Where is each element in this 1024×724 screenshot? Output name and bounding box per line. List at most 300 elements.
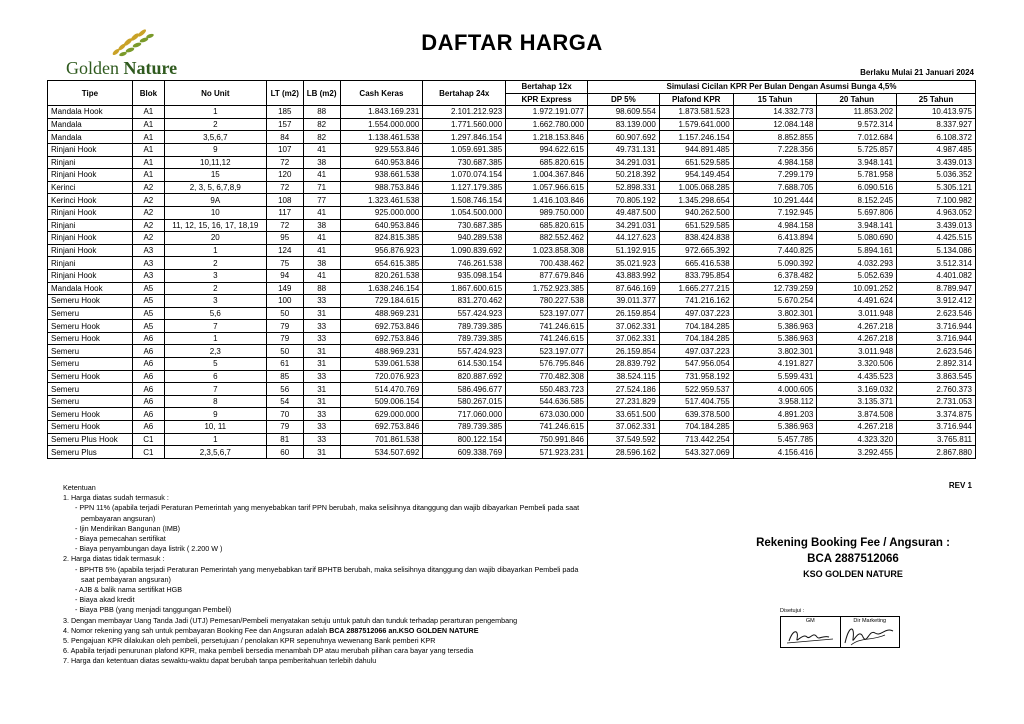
cell-tipe: Semeru Hook: [48, 295, 133, 308]
term-1c: - Biaya pemecahan sertifikat: [75, 534, 166, 544]
cell-dp: 70.805.192: [587, 194, 659, 207]
cell-kpr-express: 750.991.846: [506, 433, 588, 446]
cell-cicilan-25: 3.439.013: [897, 156, 976, 169]
cell-dp: 52.898.331: [587, 181, 659, 194]
term-1b: - Ijin Mendirikan Bangunan (IMB): [75, 523, 181, 533]
revision-label: REV 1: [948, 481, 972, 490]
cell-cash-keras: 925.000.000: [340, 206, 423, 219]
cell-cicilan-25: 5.305.121: [897, 181, 976, 194]
cell-lt: 81: [266, 433, 303, 446]
cell-lb: 41: [303, 232, 340, 245]
cell-cash-keras: 938.661.538: [340, 169, 423, 182]
signature-boxes: [780, 616, 900, 648]
cell-cicilan-25: 2.760.373: [897, 383, 976, 396]
signature-box-dir-marketing: [841, 617, 900, 647]
cell-kpr-express: 673.030.000: [506, 408, 588, 421]
cell-dp: 28.839.792: [587, 358, 659, 371]
cell-cash-keras: 729.184.615: [340, 295, 423, 308]
cell-cicilan-25: 7.100.982: [897, 194, 976, 207]
cell-bertahap-24x: 1.090.839.692: [423, 244, 506, 257]
cell-dp: 37.062.331: [587, 332, 659, 345]
cell-blok: A1: [132, 118, 164, 131]
cell-plafond: 838.424.838: [659, 232, 733, 245]
cell-no-unit: 1: [164, 433, 266, 446]
cell-lt: 56: [266, 383, 303, 396]
cell-cash-keras: 701.861.538: [340, 433, 423, 446]
cell-kpr-express: 780.227.538: [506, 295, 588, 308]
approval-label: Disetujui :: [780, 608, 805, 614]
cell-tipe: Rinjani: [48, 257, 133, 270]
cell-blok: A3: [132, 257, 164, 270]
cell-plafond: 1.345.298.654: [659, 194, 733, 207]
table-row: [48, 269, 976, 282]
cell-kpr-express: 741.246.615: [506, 421, 588, 434]
cell-dp: 35.021.923: [587, 257, 659, 270]
cell-bertahap-24x: 717.060.000: [423, 408, 506, 421]
cell-bertahap-24x: 1.127.179.385: [423, 181, 506, 194]
cell-tipe: Semeru Hook: [48, 370, 133, 383]
cell-no-unit: 2,3,5,6,7: [164, 446, 266, 459]
header-lb: LB (m2): [303, 81, 340, 106]
cell-lb: 33: [303, 408, 340, 421]
cell-cicilan-25: 5.036.352: [897, 169, 976, 182]
cell-no-unit: 15: [164, 169, 266, 182]
cell-cicilan-25: 2.623.546: [897, 307, 976, 320]
handwritten-signature-gm: [783, 625, 841, 647]
cell-cash-keras: 1.638.246.154: [340, 282, 423, 295]
term-1a-cont: pembayaran angsuran): [81, 513, 156, 523]
cell-tipe: Rinjani Hook: [48, 206, 133, 219]
cell-blok: A5: [132, 295, 164, 308]
cell-tipe: Semeru: [48, 383, 133, 396]
cell-kpr-express: 1.662.780.000: [506, 118, 588, 131]
cell-cicilan-15: 5.670.254: [733, 295, 817, 308]
cell-plafond: 704.184.285: [659, 332, 733, 345]
cell-bertahap-24x: 557.424.923: [423, 345, 506, 358]
cell-cicilan-15: 7.228.356: [733, 143, 817, 156]
term-2: 2. Harga diatas tidak termasuk :: [63, 554, 165, 564]
cell-no-unit: 10: [164, 206, 266, 219]
cell-no-unit: 9: [164, 408, 266, 421]
cell-bertahap-24x: 1.867.600.615: [423, 282, 506, 295]
cell-cicilan-20: 8.152.245: [817, 194, 897, 207]
table-row: [48, 358, 976, 371]
cell-lb: 41: [303, 206, 340, 219]
cell-plafond: 741.216.162: [659, 295, 733, 308]
cell-no-unit: 2: [164, 282, 266, 295]
table-row: [48, 282, 976, 295]
cell-bertahap-24x: 746.261.538: [423, 257, 506, 270]
term-2d: - Biaya PBB (yang menjadi tanggungan Pembeli): [75, 605, 232, 615]
cell-cicilan-20: 5.725.857: [817, 143, 897, 156]
cell-lb: 88: [303, 106, 340, 119]
signature-box-gm-label: GM: [805, 618, 815, 624]
cell-lb: 33: [303, 320, 340, 333]
cell-lt: 79: [266, 320, 303, 333]
cell-lb: 33: [303, 332, 340, 345]
cell-cicilan-20: 4.267.218: [817, 421, 897, 434]
cell-cicilan-20: 5.052.639: [817, 269, 897, 282]
cell-cicilan-20: 9.572.314: [817, 118, 897, 131]
cell-blok: A1: [132, 143, 164, 156]
cell-lt: 120: [266, 169, 303, 182]
cell-blok: A6: [132, 395, 164, 408]
cell-cash-keras: 509.006.154: [340, 395, 423, 408]
cell-cicilan-20: 4.435.523: [817, 370, 897, 383]
cell-lb: 82: [303, 118, 340, 131]
cell-lt: 94: [266, 269, 303, 282]
cell-kpr-express: 1.972.191.077: [506, 106, 588, 119]
cell-plafond: 833.795.854: [659, 269, 733, 282]
cell-no-unit: 7: [164, 320, 266, 333]
term-7: 7. Harga dan ketentuan diatas sewaktu-waktu dapat berubah tanpa pemberitahuan terlebih dahulu: [63, 656, 377, 666]
cell-dp: 34.291.031: [587, 219, 659, 232]
cell-cicilan-20: 3.874.508: [817, 408, 897, 421]
header-bertahap-24x: Bertahap 24x: [423, 81, 506, 106]
cell-lt: 61: [266, 358, 303, 371]
cell-cicilan-20: 3.135.371: [817, 395, 897, 408]
cell-blok: A6: [132, 358, 164, 371]
cell-bertahap-24x: 1.508.746.154: [423, 194, 506, 207]
cell-lt: 79: [266, 332, 303, 345]
cell-cash-keras: 820.261.538: [340, 269, 423, 282]
cell-tipe: Semeru Hook: [48, 320, 133, 333]
cell-no-unit: 2, 3, 5, 6,7,8,9: [164, 181, 266, 194]
terms-section: [63, 483, 703, 667]
cell-cash-keras: 640.953.846: [340, 219, 423, 232]
cell-cicilan-20: 5.781.958: [817, 169, 897, 182]
cell-no-unit: 9: [164, 143, 266, 156]
cell-bertahap-24x: 609.338.769: [423, 446, 506, 459]
cell-tipe: Rinjani Hook: [48, 232, 133, 245]
cell-no-unit: 11, 12, 15, 16, 17, 18,19: [164, 219, 266, 232]
cell-plafond: 639.378.500: [659, 408, 733, 421]
cell-lb: 31: [303, 345, 340, 358]
cell-plafond: 954.149.454: [659, 169, 733, 182]
cell-dp: 49.731.131: [587, 143, 659, 156]
term-4-account: BCA 2887512066 an.KSO GOLDEN NATURE: [329, 625, 479, 635]
cell-cicilan-15: 3.802.301: [733, 307, 817, 320]
cell-cicilan-15: 7.440.825: [733, 244, 817, 257]
cell-dp: 98.609.554: [587, 106, 659, 119]
cell-kpr-express: 685.820.615: [506, 156, 588, 169]
cell-bertahap-24x: 730.687.385: [423, 219, 506, 232]
cell-lb: 41: [303, 169, 340, 182]
cell-kpr-express: 685.820.615: [506, 219, 588, 232]
cell-plafond: 651.529.585: [659, 219, 733, 232]
cell-tipe: Rinjani Hook: [48, 169, 133, 182]
cell-blok: A5: [132, 320, 164, 333]
cell-cicilan-15: 5.457.785: [733, 433, 817, 446]
cell-dp: 26.159.854: [587, 307, 659, 320]
cell-cicilan-15: 4.156.416: [733, 446, 817, 459]
cell-blok: A6: [132, 345, 164, 358]
cell-bertahap-24x: 1.771.560.000: [423, 118, 506, 131]
cell-bertahap-24x: 831.270.462: [423, 295, 506, 308]
cell-cicilan-15: 8.852.855: [733, 131, 817, 144]
cell-cicilan-15: 5.386.963: [733, 421, 817, 434]
cell-cicilan-15: 4.891.203: [733, 408, 817, 421]
table-row: [48, 181, 976, 194]
header-simulasi: Simulasi Cicilan KPR Per Bulan Dengan Asumsi Bunga 4,5%: [587, 81, 975, 94]
cell-cash-keras: 824.815.385: [340, 232, 423, 245]
header-dp: DP 5%: [587, 93, 659, 106]
cell-blok: A6: [132, 332, 164, 345]
cell-blok: A2: [132, 181, 164, 194]
table-row: [48, 232, 976, 245]
cell-cicilan-25: 4.963.052: [897, 206, 976, 219]
cell-no-unit: 10,11,12: [164, 156, 266, 169]
term-5: 5. Pengajuan KPR dilakukan oleh pembeli, persetujuan / penolakan KPR sepenuhnya wewenang Bank pemberi KPR: [63, 636, 436, 646]
cell-lt: 54: [266, 395, 303, 408]
cell-no-unit: 5: [164, 358, 266, 371]
cell-cash-keras: 1.138.461.538: [340, 131, 423, 144]
cell-cicilan-25: 3.374.875: [897, 408, 976, 421]
cell-cash-keras: 929.553.846: [340, 143, 423, 156]
cell-blok: C1: [132, 433, 164, 446]
cell-plafond: 651.529.585: [659, 156, 733, 169]
cell-lt: 124: [266, 244, 303, 257]
cell-cash-keras: 1.843.169.231: [340, 106, 423, 119]
cell-lb: 88: [303, 282, 340, 295]
header-cash-keras: Cash Keras: [340, 81, 423, 106]
cell-cicilan-15: 7.688.705: [733, 181, 817, 194]
cell-dp: 87.646.169: [587, 282, 659, 295]
cell-cash-keras: 629.000.000: [340, 408, 423, 421]
cell-blok: A6: [132, 421, 164, 434]
table-row: [48, 433, 976, 446]
cell-no-unit: 2: [164, 257, 266, 270]
price-table: [47, 80, 976, 459]
cell-tipe: Semeru: [48, 358, 133, 371]
effective-date: Berlaku Mulai 21 Januari 2024: [860, 68, 974, 77]
cell-kpr-express: 994.622.615: [506, 143, 588, 156]
cell-bertahap-24x: 2.101.212.923: [423, 106, 506, 119]
cell-cash-keras: 720.076.923: [340, 370, 423, 383]
cell-tipe: Mandala Hook: [48, 282, 133, 295]
cell-lb: 31: [303, 358, 340, 371]
cell-tipe: Rinjani: [48, 156, 133, 169]
term-1a: - PPN 11% (apabila terjadi Peraturan Pemerintah yang menyebabkan tarif PPN berubah, maka selisihnya ditanggung dan wajib dibayarkan Pembeli pada saat: [75, 503, 580, 513]
cell-no-unit: 20: [164, 232, 266, 245]
cell-tipe: Rinjani: [48, 219, 133, 232]
cell-kpr-express: 1.004.367.846: [506, 169, 588, 182]
cell-kpr-express: 576.795.846: [506, 358, 588, 371]
cell-cicilan-20: 3.169.032: [817, 383, 897, 396]
cell-no-unit: 6: [164, 370, 266, 383]
cell-blok: A2: [132, 194, 164, 207]
cell-cicilan-15: 6.413.894: [733, 232, 817, 245]
cell-tipe: Semeru Hook: [48, 332, 133, 345]
table-row: [48, 370, 976, 383]
cell-blok: A6: [132, 408, 164, 421]
cell-lt: 117: [266, 206, 303, 219]
cell-cicilan-25: 8.337.927: [897, 118, 976, 131]
cell-blok: A6: [132, 383, 164, 396]
logo-wordmark: Golden Nature: [66, 58, 178, 78]
cell-plafond: 1.873.581.523: [659, 106, 733, 119]
bank-account-info: [728, 537, 978, 579]
cell-cicilan-20: 3.011.948: [817, 307, 897, 320]
cell-lb: 33: [303, 433, 340, 446]
cell-tipe: Mandala: [48, 118, 133, 131]
cell-cicilan-15: 10.291.444: [733, 194, 817, 207]
table-row: [48, 408, 976, 421]
cell-no-unit: 2: [164, 118, 266, 131]
cell-plafond: 1.579.641.000: [659, 118, 733, 131]
cell-dp: 39.011.377: [587, 295, 659, 308]
cell-no-unit: 7: [164, 383, 266, 396]
cell-plafond: 1.665.277.215: [659, 282, 733, 295]
cell-bertahap-24x: 789.739.385: [423, 320, 506, 333]
cell-bertahap-24x: 940.289.538: [423, 232, 506, 245]
cell-lb: 38: [303, 156, 340, 169]
cell-tipe: Kerinci: [48, 181, 133, 194]
cell-tipe: Semeru: [48, 395, 133, 408]
table-row: [48, 446, 976, 459]
cell-cicilan-25: 2.731.053: [897, 395, 976, 408]
cell-cicilan-20: 4.491.624: [817, 295, 897, 308]
term-1: 1. Harga diatas sudah termasuk :: [63, 493, 169, 503]
term-3: 3. Dengan membayar Uang Tanda Jadi (UTJ) Pemesan/Pembeli menyatakan setuju untuk patuh dan tunduk terhadap perarturan pengembang: [63, 615, 518, 625]
cell-bertahap-24x: 935.098.154: [423, 269, 506, 282]
cell-cicilan-15: 7.192.945: [733, 206, 817, 219]
cell-plafond: 1.157.246.154: [659, 131, 733, 144]
cell-bertahap-24x: 820.887.692: [423, 370, 506, 383]
cell-cicilan-25: 2.892.314: [897, 358, 976, 371]
cell-cicilan-15: 4.984.158: [733, 156, 817, 169]
cell-lt: 100: [266, 295, 303, 308]
cell-cicilan-15: 7.299.179: [733, 169, 817, 182]
cell-dp: 38.524.115: [587, 370, 659, 383]
cell-cicilan-15: 6.378.482: [733, 269, 817, 282]
cell-bertahap-24x: 800.122.154: [423, 433, 506, 446]
cell-cash-keras: 488.969.231: [340, 345, 423, 358]
cell-cicilan-15: 3.958.112: [733, 395, 817, 408]
cell-blok: C1: [132, 446, 164, 459]
table-row: [48, 118, 976, 131]
cell-cicilan-25: 2.867.880: [897, 446, 976, 459]
cell-kpr-express: 989.750.000: [506, 206, 588, 219]
cell-cicilan-20: 3.320.506: [817, 358, 897, 371]
cell-plafond: 522.959.537: [659, 383, 733, 396]
cell-dp: 49.487.500: [587, 206, 659, 219]
header-blok: Blok: [132, 81, 164, 106]
cell-lb: 41: [303, 269, 340, 282]
page-title: DAFTAR HARGA: [421, 30, 603, 55]
table-row: [48, 345, 976, 358]
cell-lt: 157: [266, 118, 303, 131]
cell-lt: 50: [266, 307, 303, 320]
cell-cash-keras: 654.615.385: [340, 257, 423, 270]
term-2a-cont: saat pembayaran angsuran): [81, 574, 171, 584]
table-row: [48, 206, 976, 219]
cell-no-unit: 3,5,6,7: [164, 131, 266, 144]
term-1d: - Biaya penyambungan daya listrik ( 2.200 W ): [75, 544, 223, 554]
cell-blok: A1: [132, 156, 164, 169]
cell-plafond: 1.005.068.285: [659, 181, 733, 194]
cell-blok: A5: [132, 307, 164, 320]
term-2a: - BPHTB 5% (apabila terjadi Peraturan Pemerintah yang menyebabkan tarif BPHTB berubah, maka selisihnya ditanggung dan wajib dibayarkan Pembeli pada: [75, 564, 579, 574]
cell-cicilan-20: 11.853.202: [817, 106, 897, 119]
cell-lb: 31: [303, 383, 340, 396]
cell-blok: A1: [132, 106, 164, 119]
cell-cicilan-15: 4.000.605: [733, 383, 817, 396]
cell-cash-keras: 692.753.846: [340, 421, 423, 434]
cell-kpr-express: 1.218.153.846: [506, 131, 588, 144]
cell-kpr-express: 550.483.723: [506, 383, 588, 396]
cell-lt: 85: [266, 370, 303, 383]
cell-cicilan-15: 12.739.259: [733, 282, 817, 295]
cell-dp: 51.192.915: [587, 244, 659, 257]
cell-cicilan-20: 4.267.218: [817, 320, 897, 333]
cell-bertahap-24x: 1.054.500.000: [423, 206, 506, 219]
cell-lt: 72: [266, 156, 303, 169]
cell-cicilan-15: 4.984.158: [733, 219, 817, 232]
cell-lb: 38: [303, 257, 340, 270]
cell-blok: A5: [132, 282, 164, 295]
cell-cicilan-20: 3.292.455: [817, 446, 897, 459]
cell-cash-keras: 956.876.923: [340, 244, 423, 257]
cell-cicilan-15: 14.332.773: [733, 106, 817, 119]
cell-no-unit: 9A: [164, 194, 266, 207]
cell-kpr-express: 523.197.077: [506, 345, 588, 358]
cell-cicilan-20: 3.948.141: [817, 156, 897, 169]
cell-blok: A2: [132, 206, 164, 219]
cell-blok: A3: [132, 244, 164, 257]
cell-dp: 26.159.854: [587, 345, 659, 358]
term-6: 6. Apabila terjadi penurunan plafond KPR, maka pembeli bersedia menambah DP atau merubah pilihan cara bayar yang tersedia: [63, 646, 474, 656]
table-row: [48, 383, 976, 396]
cell-cicilan-25: 4.987.485: [897, 143, 976, 156]
cell-dp: 50.218.392: [587, 169, 659, 182]
cell-tipe: Semeru: [48, 345, 133, 358]
cell-lt: 185: [266, 106, 303, 119]
header-lt: LT (m2): [266, 81, 303, 106]
cell-lt: 50: [266, 345, 303, 358]
cell-cash-keras: 539.061.538: [340, 358, 423, 371]
cell-blok: A6: [132, 370, 164, 383]
cell-cicilan-15: 3.802.301: [733, 345, 817, 358]
cell-plafond: 704.184.285: [659, 421, 733, 434]
table-row: [48, 320, 976, 333]
cell-bertahap-24x: 557.424.923: [423, 307, 506, 320]
approval-signatures: [780, 608, 900, 648]
cell-cicilan-25: 3.765.811: [897, 433, 976, 446]
cell-bertahap-24x: 730.687.385: [423, 156, 506, 169]
cell-lt: 60: [266, 446, 303, 459]
cell-tipe: Rinjani Hook: [48, 269, 133, 282]
cell-plafond: 517.404.755: [659, 395, 733, 408]
cell-cicilan-25: 10.413.975: [897, 106, 976, 119]
cell-tipe: Rinjani Hook: [48, 143, 133, 156]
cell-lt: 75: [266, 257, 303, 270]
cell-kpr-express: 1.057.966.615: [506, 181, 588, 194]
cell-no-unit: 3: [164, 295, 266, 308]
cell-lt: 70: [266, 408, 303, 421]
terms-heading: Ketentuan: [63, 483, 96, 492]
header-25-tahun: 25 Tahun: [897, 93, 976, 106]
header-20-tahun: 20 Tahun: [817, 93, 897, 106]
cell-cicilan-15: 4.191.827: [733, 358, 817, 371]
cell-cicilan-25: 3.716.944: [897, 320, 976, 333]
cell-lb: 77: [303, 194, 340, 207]
cell-plafond: 944.891.485: [659, 143, 733, 156]
cell-blok: A2: [132, 232, 164, 245]
table-row: [48, 169, 976, 182]
cell-dp: 83.139.000: [587, 118, 659, 131]
cell-kpr-express: 571.923.231: [506, 446, 588, 459]
